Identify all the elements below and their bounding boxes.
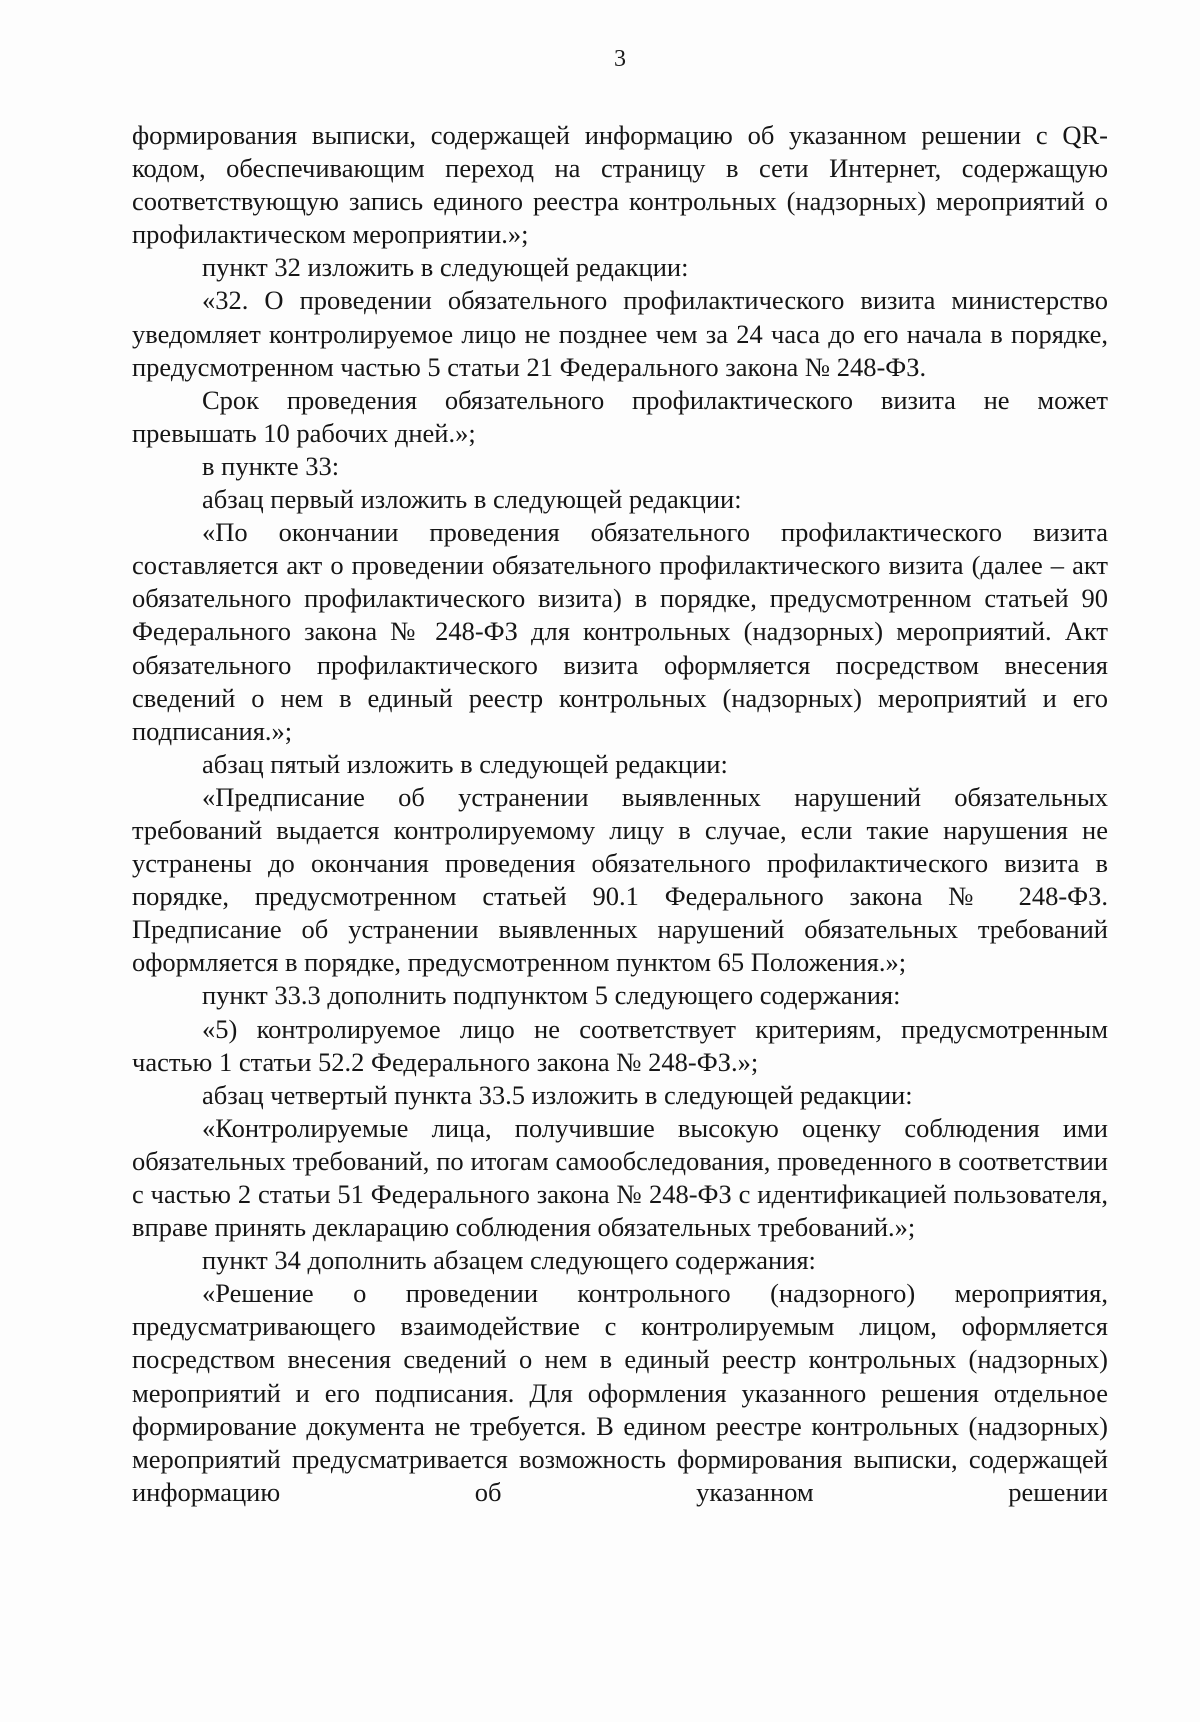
paragraph: пункт 33.3 дополнить подпунктом 5 следующего содержания: [202, 980, 901, 1011]
paragraph: абзац пятый изложить в следующей редакции: [202, 748, 728, 779]
paragraph: «По окончании проведения обязательного профилактического визита составляется акт о проведении обязательного профилактического визита (далее – акт обязательного профилактического визита) в порядке, предусмотренном статьей 90 Федерального закона № 248-ФЗ для контрольных (надзорных) мероприятий. Акт обязательного профилактического визита оформляется посредством внесения сведений о нем в единый реестр контрольных (надзорных) мероприятий и его подписания.»; [132, 517, 1108, 746]
paragraph: «Контролируемые лица, получившие высокую оценку соблюдения ими обязательных требований, по итогам самообследования, проведенного в соответствии с частью 2 статьи 51 Федерального закона № 248-ФЗ с идентификацией пользователя, вправе принять декларацию соблюдения обязательных требований.»; [132, 1112, 1108, 1243]
paragraph: абзац первый изложить в следующей редакции: [202, 484, 742, 515]
paragraph: пункт 34 дополнить абзацем следующего содержания: [202, 1245, 816, 1276]
paragraph: «32. О проведении обязательного профилактического визита министерство уведомляет контролируемое лицо не позднее чем за 24 часа до его начала в порядке, предусмотренном частью 5 статьи 21 Федерального закона № 248-ФЗ. [132, 285, 1108, 382]
document-body [132, 119, 1108, 1509]
paragraph: абзац четвертый пункта 33.5 изложить в следующей редакции: [202, 1079, 913, 1110]
paragraph: «Решение о проведении контрольного (надзорного) мероприятия, предусматривающего взаимодействие с контролируемым лицом, оформляется посредством внесения сведений о нем в единый реестр контрольных (надзорных) мероприятий и его подписания. Для оформления указанного решения отдельное формирование документа не требуется. В едином реестре контрольных (надзорных) мероприятий предусматривается возможность формирования выписки, содержащей информацию об указанном решении [132, 1278, 1108, 1507]
paragraph: в пункте 33: [202, 450, 340, 481]
paragraph: Срок проведения обязательного профилактического визита не может превышать 10 рабочих дней.»; [132, 384, 1108, 448]
paragraph: формирования выписки, содержащей информацию об указанном решении с QR-кодом, обеспечивающим переход на страницу в сети Интернет, содержащую соответствующую запись единого реестра контрольных (надзорных) мероприятий о профилактическом мероприятии.»; [132, 120, 1108, 250]
paragraph: пункт 32 изложить в следующей редакции: [202, 252, 689, 283]
paragraph: «5) контролируемое лицо не соответствует критериям, предусмотренным частью 1 статьи 52.2 Федерального закона № 248-ФЗ.»; [132, 1013, 1108, 1077]
page-number: 3 [614, 46, 626, 72]
paragraph: «Предписание об устранении выявленных нарушений обязательных требований выдается контролируемому лицу в случае, если такие нарушения не устранены до окончания проведения обязательного профилактического визита в порядке, предусмотренном статьей 90.1 Федерального закона № 248-ФЗ. Предписание об устранении выявленных нарушений обязательных требований оформляется в порядке, предусмотренном пунктом 65 Положения.»; [132, 781, 1108, 978]
